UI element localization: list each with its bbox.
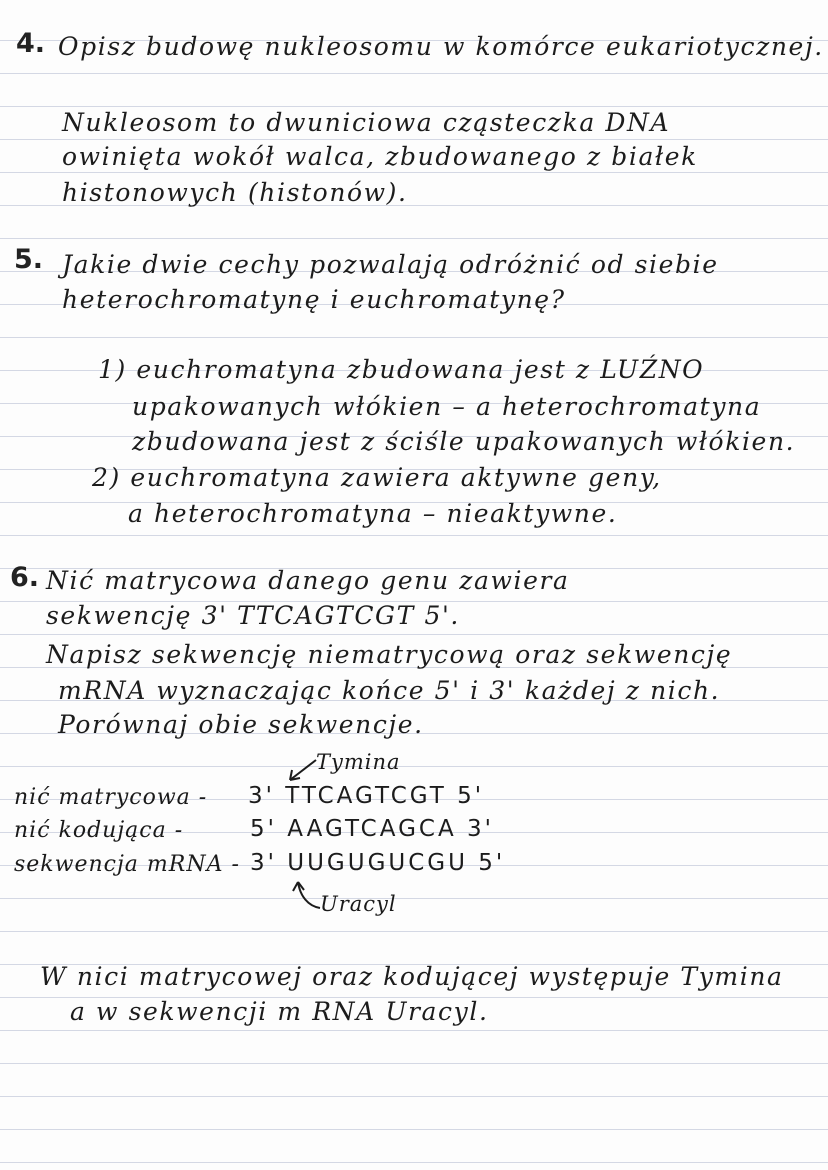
answer-5-line-4: 2) euchromatyna zawiera aktywne geny, <box>92 463 662 492</box>
question-6-number: 6. <box>10 562 40 593</box>
row-template-strand-sequence: 3' TTCAGTCGT 5' <box>248 783 485 809</box>
answer-5-line-5: a heterochromatyna – nieaktywne. <box>128 499 618 528</box>
answer-5-line-3: zbudowana jest z ściśle upakowanych włókien. <box>132 427 796 456</box>
question-6-line-4: mRNA wyznaczając końce 5' i 3' każdej z nich. <box>58 676 721 705</box>
answer-5-line-2: upakowanych włókien – a heterochromatyna <box>132 392 762 421</box>
row-mrna-label: sekwencja mRNA - <box>14 852 240 877</box>
question-6-line-3: Napisz sekwencję niematrycową oraz sekwencję <box>46 640 733 669</box>
answer-4-line-2: owinięta wokół walca, zbudowanego z białek <box>62 142 698 171</box>
row-template-strand-label: nić matrycowa - <box>14 785 208 810</box>
conclusion-line-2: a w sekwencji m RNA Uracyl. <box>70 997 489 1026</box>
row-coding-strand-sequence: 5' AAGTCAGCA 3' <box>250 816 494 842</box>
question-4-text: Opisz budowę nukleosomu w komórce eukariotycznej. <box>58 32 824 61</box>
answer-4-line-3: histonowych (histonów). <box>62 178 408 207</box>
answer-5-line-1: 1) euchromatyna zbudowana jest z LUŹNO <box>98 355 705 384</box>
answer-4-line-1: Nukleosom to dwuniciowa cząsteczka DNA <box>62 108 671 137</box>
arrow-to-thymine-icon <box>282 758 322 786</box>
question-6-line-1: Nić matrycowa danego genu zawiera <box>46 566 570 595</box>
question-5-line-1: Jakie dwie cechy pozwalają odróżnić od siebie <box>62 250 719 279</box>
annotation-uracyl: Uracyl <box>320 892 397 916</box>
question-5-line-2: heterochromatynę i euchromatynę? <box>62 285 566 314</box>
conclusion-line-1: W nici matrycowej oraz kodującej występuje Tymina <box>40 962 784 991</box>
question-5-number: 5. <box>14 244 44 275</box>
question-6-line-5: Porównaj obie sekwencje. <box>58 710 424 739</box>
question-4-number: 4. <box>16 28 46 59</box>
question-6-line-2: sekwencję 3' TTCAGTCGT 5'. <box>46 601 460 630</box>
annotation-tymina: Tymina <box>316 750 401 774</box>
row-mrna-sequence: 3' UUGUGUCGU 5' <box>250 850 506 876</box>
row-coding-strand-label: nić kodująca - <box>14 818 184 843</box>
